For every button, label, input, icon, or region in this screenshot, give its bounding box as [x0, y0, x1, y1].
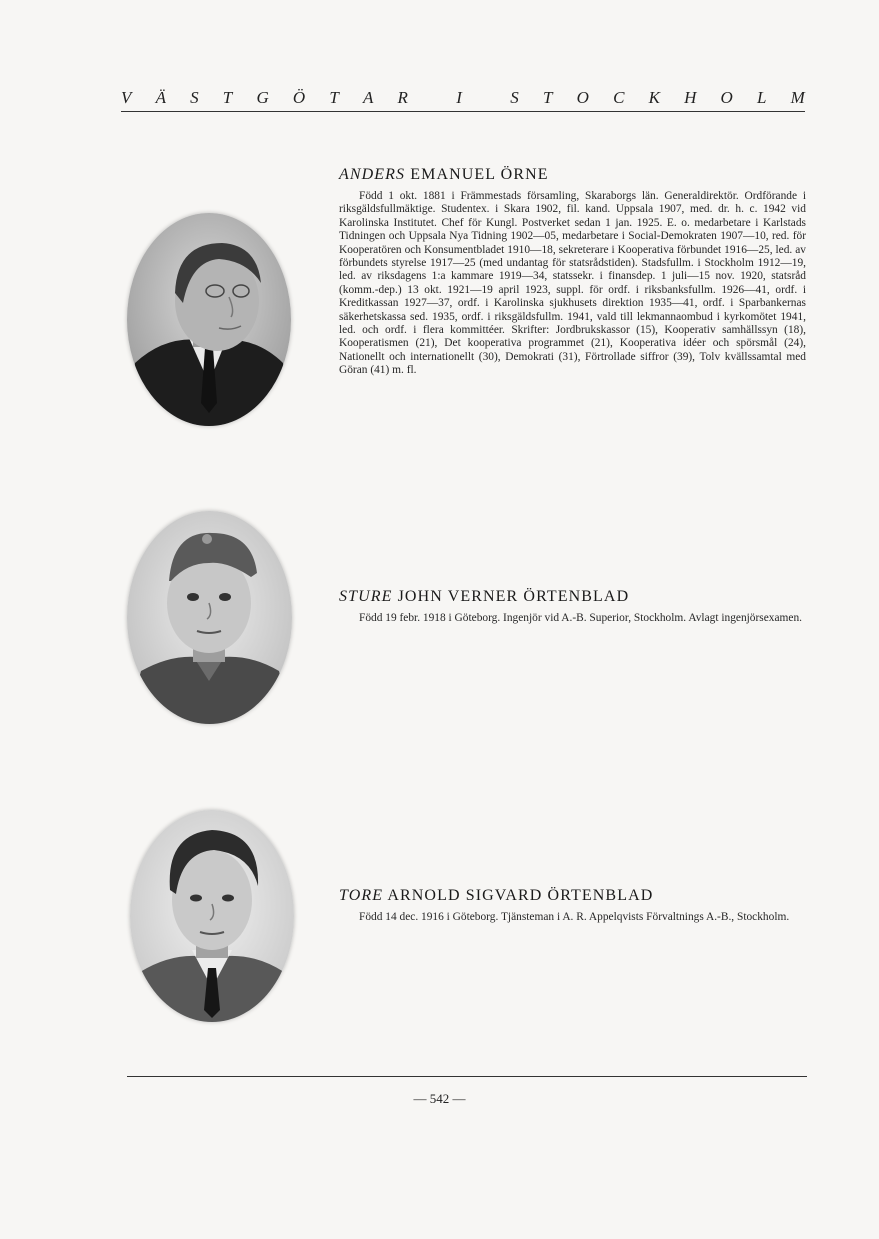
running-head-letter: Ö — [292, 88, 306, 107]
running-head-letter: L — [757, 88, 767, 107]
given-name: TORE — [339, 887, 384, 904]
running-head-letter: Ä — [155, 88, 166, 107]
running-head-letter: O — [720, 88, 733, 107]
running-head-letter: K — [648, 88, 660, 107]
person-name — [339, 887, 806, 905]
running-head-letter: O — [576, 88, 589, 107]
biography-text: Född 1 okt. 1881 i Främmestads församling, Skaraborgs län. Generaldirektör. Ordförande i riksgäldsfullmäktige. Studentex. i Skara 1902, fil. kand. Uppsala 1907, med. dr. h. c. 1942 vid Karolinska Institutet. Chef för Kungl. Postverket sedan 1 jan. 1925. E. o. medarbetare i Karlstads Tidningen och Uppsala Nya Tidning 1902—05, medarbetare i Social-Demokraten 1907—10, red. för Kooperatören och Konsumentbladet 1910—18, sekreterare i Kooperativa förbundet 1916—25, led. av förbundets styrelse 1917—25 (med undantag för statsrådstiden). Stadsfullm. i Stockholm 1912—19, led. av riksdagens 1:a kammare 1919—34, statssekr. i finansdep. 1 juli—15 nov. 1920, statsråd (komm.-dep.) 13 okt. 1921—19 april 1923, suppl. för ordf. i riksbanksfullm. 1926—41, ordf. i Kreditkassan 1927—37, ordf. i Karolinska sjukhusets direktion 1935—41, ordf. i Sparbankernas säkerhetskassa sed. 1935, ordf. i riksgäldsfullm. 1941, vald till lekmannaombud i kyrkomötet 1941, led. och ordf. i flera kommittéer. Skrifter: Jordbrukskassor (15), Kooperativ samhällssyn (18), Kooperatismen (21), Det kooperativa programmet (21), Kooperativa idéer och spörsmål (24), Nationellt och internationellt (30), Demokrati (31), Förtrollade siffror (39), Tolv kvällssamtal med Göran (41) m. fl. — [339, 190, 806, 377]
portrait-photo — [130, 810, 294, 1022]
running-head-letter: A — [362, 88, 374, 107]
person-name — [339, 588, 806, 606]
biography-text: Född 14 dec. 1916 i Göteborg. Tjänsteman i A. R. Appelqvists Förvaltnings A.-B., Stockholm. — [359, 911, 790, 923]
header-divider — [121, 111, 805, 112]
running-head-letter: G — [256, 88, 269, 107]
running-head-letter: H — [684, 88, 697, 107]
running-head-letter: T — [329, 88, 339, 107]
biography-text: Född 19 febr. 1918 i Göteborg. Ingenjör vid A.-B. Superior, Stockholm. Avlagt ingenjörsexamen. — [359, 612, 802, 624]
full-name: JOHN VERNER ÖRTENBLAD — [397, 588, 630, 605]
person-name — [339, 166, 806, 184]
running-head-letter: S — [510, 88, 519, 107]
running-head-letter: T — [222, 88, 233, 107]
footer-divider — [127, 1076, 807, 1077]
running-head-letter: S — [190, 88, 199, 107]
running-head-letter: C — [613, 88, 625, 107]
full-name: ARNOLD SIGVARD ÖRTENBLAD — [387, 887, 654, 904]
biography-entry — [339, 887, 806, 924]
running-head-letter: M — [790, 88, 805, 107]
biography-entry — [339, 166, 806, 378]
given-name: STURE — [339, 588, 393, 605]
running-head-letter: T — [542, 88, 553, 107]
running-head-letter: I — [456, 88, 462, 107]
portrait-photo — [127, 213, 291, 426]
page-number: — 542 — — [413, 1091, 466, 1106]
full-name: EMANUEL ÖRNE — [410, 166, 549, 183]
running-head — [121, 88, 805, 108]
running-head-letter: V — [121, 88, 132, 107]
running-head-letter: R — [397, 88, 408, 107]
given-name: ANDERS — [339, 166, 406, 183]
portrait-photo — [127, 511, 292, 724]
biography-entry — [339, 588, 806, 625]
